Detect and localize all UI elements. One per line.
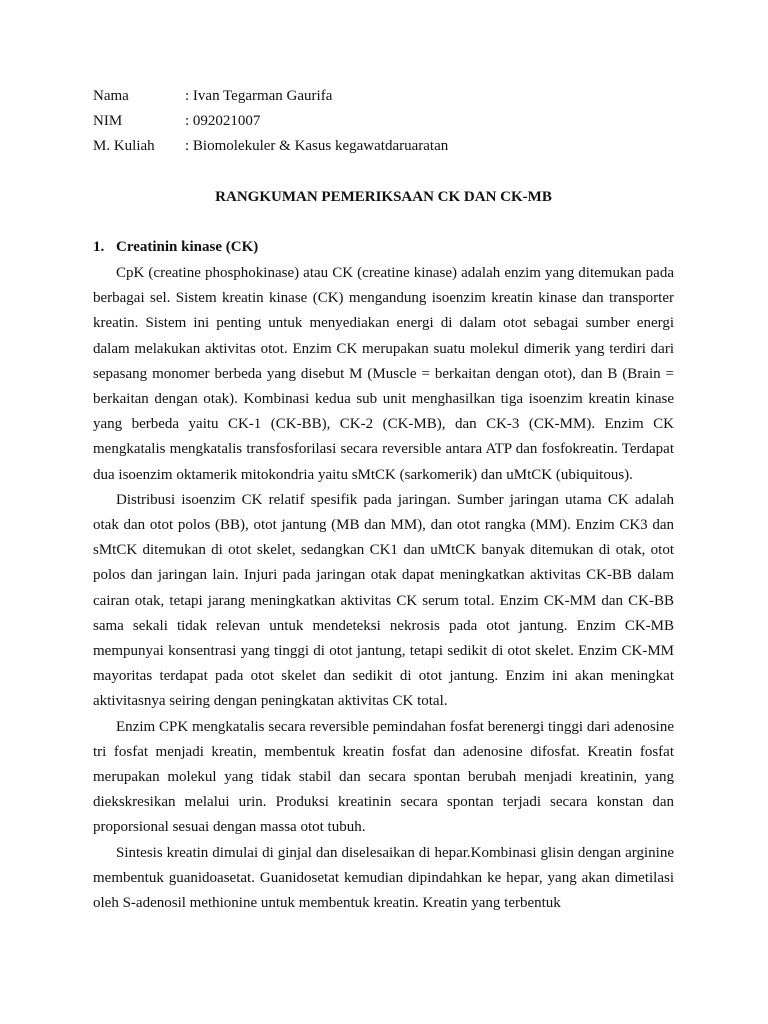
section-title: Creatinin kinase (CK) xyxy=(116,239,259,255)
paragraph: Distribusi isoenzim CK relatif spesifik pada jaringan. Sumber jaringan utama CK adalah otak dan otot polos (BB), otot jantung (MB dan MM), dan otot rangka (MM). Enzim CK3 dan sMtCK ditemukan di otot skelet, sedangkan CK1 dan uMtCK banyak ditemukan di otak, otot polos dan jaringan lain. Injuri pada jaringan otak dapat meningkatkan aktivitas CK-BB dalam cairan otak, tetapi jarang meningkatkan aktivitas CK serum total. Enzim CK-MM dan CK-BB sama sekali tidak relevan untuk mendeteksi nekrosis pada otot jantung. Enzim CK-MB mempunyai konsentrasi yang tinggi di otot jantung, tetapi sedikit di otot skelet. Enzim CK-MM mayoritas terdapat pada otot skelet dan sedikit di otot jantung. Enzim ini akan meningkat aktivitasnya seiring dengan peningkatan aktivitas CK total. xyxy=(93,491,674,710)
paragraph: Sintesis kreatin dimulai di ginjal dan diselesaikan di hepar.Kombinasi glisin dengan arginine membentuk guanidoasetat. Guanidosetat kemudian dipindahkan ke hepar, yang akan dimetilasi oleh S-adenosil methionine untuk membentuk kreatin. Kreatin yang terbentuk xyxy=(93,844,674,912)
section-heading xyxy=(93,237,258,257)
nim-value: : 092021007 xyxy=(185,113,261,129)
name-label: Nama xyxy=(93,88,129,104)
document-title: RANGKUMAN PEMERIKSAAN CK DAN CK-MB xyxy=(215,189,552,205)
section-body xyxy=(93,261,674,916)
section-number: 1. xyxy=(93,239,105,255)
paragraph: CpK (creatine phosphokinase) atau CK (creatine kinase) adalah enzim yang ditemukan pada berbagai sel. Sistem kreatin kinase (CK) mengandung isoenzim kreatin kinase dan transporter kreatin. Sistem ini penting untuk menyediakan energi di dalam otot sebagai sumber energi dalam melakukan aktivitas otot. Enzim CK merupakan suatu molekul dimerik yang terdiri dari sepasang monomer berbeda yang disebut M (Muscle = berkaitan dengan otot), dan B (Brain = berkaitan dengan otak). Kombinasi kedua sub unit menghasilkan tiga isoenzim kreatin kinase yang berbeda yaitu CK-1 (CK-BB), CK-2 (CK-MB), dan CK-3 (CK-MM). Enzim CK mengkatalis mengkatalis transfosforilasi secara reversible antara ATP dan fosfokreatin. Terdapat dua isoenzim oktamerik mitokondria yaitu sMtCK (sarkomerik) dan uMtCK (ubiquitous). xyxy=(93,265,674,483)
course-label: M. Kuliah xyxy=(93,138,155,154)
name-value: : Ivan Tegarman Gaurifa xyxy=(185,88,333,104)
course-value: : Biomolekuler & Kasus kegawatdaruaratan xyxy=(185,138,449,154)
name-row xyxy=(93,86,448,111)
course-row xyxy=(93,136,448,161)
student-info xyxy=(93,86,448,161)
paragraph: Enzim CPK mengkatalis secara reversible pemindahan fosfat berenergi tinggi dari adenosine tri fosfat menjadi kreatin, membentuk kreatin fosfat dan adenosine difosfat. Kreatin fosfat merupakan molekul yang tidak stabil dan secara spontan berubah menjadi kreatinin, yang diekskresikan melalui urin. Produksi kreatinin secara spontan terjadi secara konstan dan proporsional sesuai dengan massa otot tubuh. xyxy=(93,718,674,836)
nim-row xyxy=(93,111,448,136)
nim-label: NIM xyxy=(93,113,123,129)
